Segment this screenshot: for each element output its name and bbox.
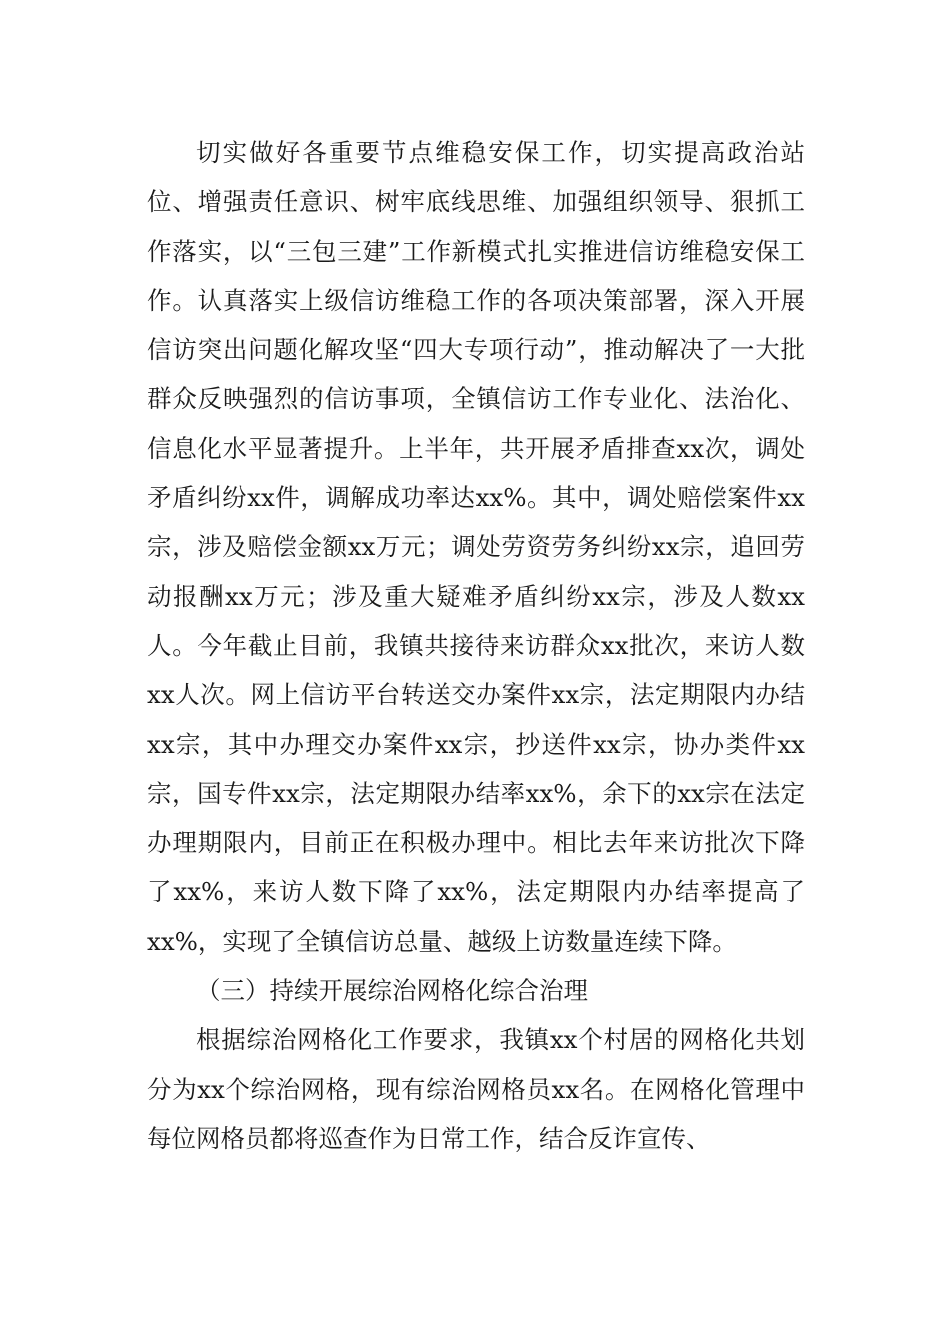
section-heading-grid-governance: （三）持续开展综治网格化综合治理	[196, 976, 588, 1006]
paragraph-grid-management: 根据综治网格化工作要求，我镇xx个村居的网格化共划分为xx个综治网格，现有综治网格员xx名。在网格化管理中每位网格员都将巡查作为日常工作，结合反诈宣传、	[147, 1025, 805, 1153]
document-body	[147, 128, 805, 1163]
paragraph-petition-stability: 切实做好各重要节点维稳安保工作，切实提高政治站位、增强责任意识、树牢底线思维、加强组织领导、狠抓工作落实，以“三包三建”工作新模式扎实推进信访维稳安保工作。认真落实上级信访维稳工作的各项决策部署，深入开展信访突出问题化解攻坚“四大专项行动”，推动解决了一大批群众反映强烈的信访事项，全镇信访工作专业化、法治化、信息化水平显著提升。上半年，共开展矛盾排查xx次，调处矛盾纠纷xx件，调解成功率达xx%。其中，调处赔偿案件xx宗，涉及赔偿金额xx万元；调处劳资劳务纠纷xx宗，追回劳动报酬xx万元；涉及重大疑难矛盾纠纷xx宗，涉及人数xx人。今年截止目前，我镇共接待来访群众xx批次，来访人数xx人次。网上信访平台转送交办案件xx宗，法定期限内办结xx宗，其中办理交办案件xx宗，抄送件xx宗，协办类件xx宗，国专件xx宗，法定期限办结率xx%，余下的xx宗在法定办理期限内，目前正在积极办理中。相比去年来访批次下降了xx%，来访人数下降了xx%，法定期限内办结率提高了xx%，实现了全镇信访总量、越级上访数量连续下降。	[147, 138, 805, 956]
